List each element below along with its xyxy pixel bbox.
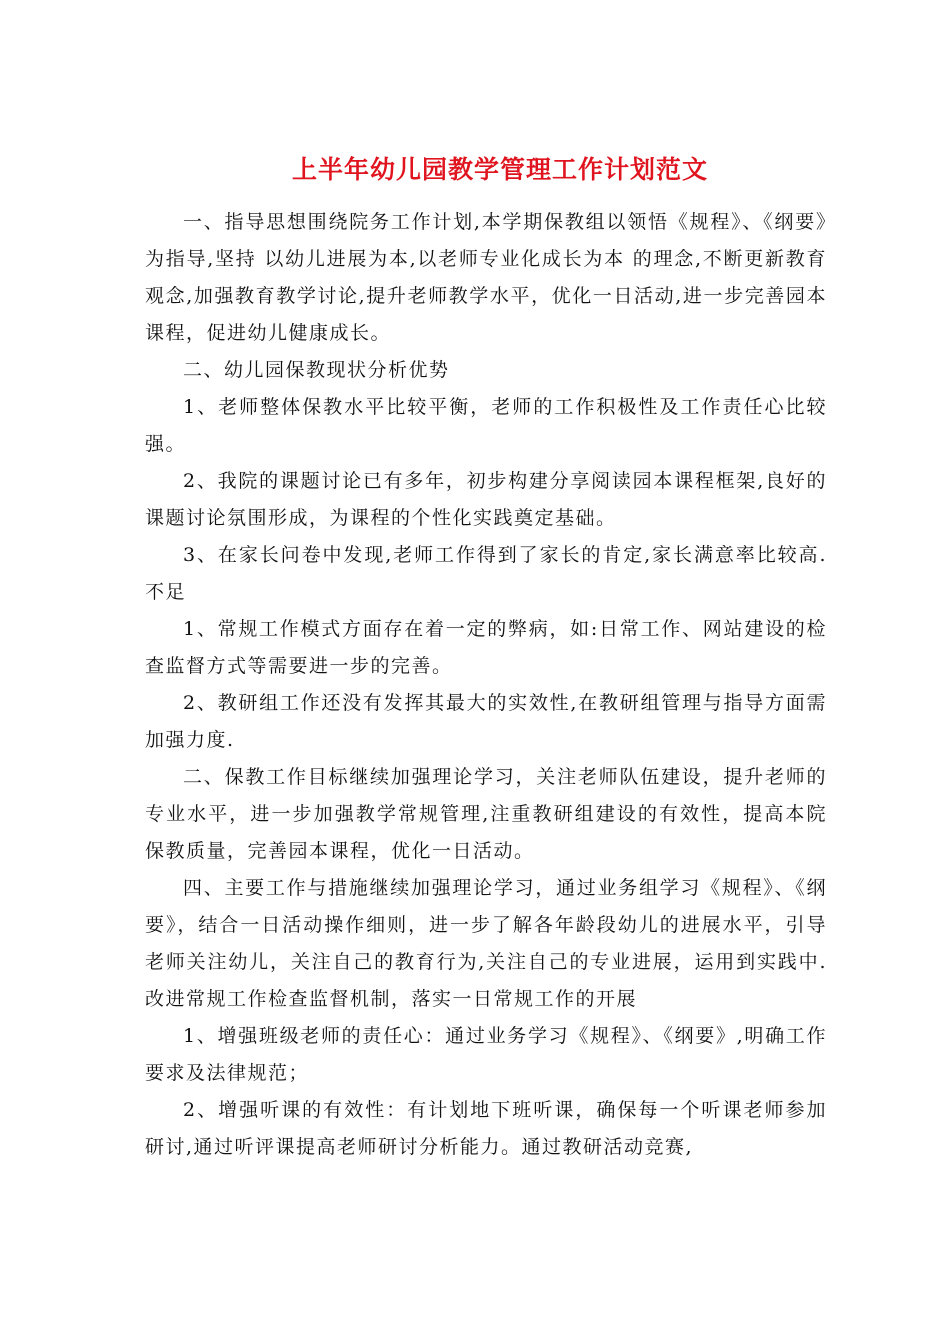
paragraph-advantage-3: 3、在家长问卷中发现,老师工作得到了家长的肯定,家长满意率比较高.不足	[145, 544, 827, 603]
document-body	[145, 204, 827, 1166]
document-title: 上半年幼儿园教学管理工作计划范文	[291, 155, 708, 184]
paragraph-measure-1: 1、增强班级老师的责任心：通过业务学习《规程》、《纲要》,明确工作要求及法律规范；	[145, 1025, 827, 1084]
paragraph-status-heading: 二、幼儿园保教现状分析优势	[183, 359, 450, 381]
paragraph-shortcoming-1: 1、常规工作模式方面存在着一定的弊病，如:日常工作、网站建设的检查监督方式等需要进一步的完善。	[145, 618, 827, 677]
paragraph-measure-2: 2、增强听课的有效性：有计划地下班听课，确保每一个听课老师参加研讨,通过听评课提高老师研讨分析能力。通过教研活动竞赛,	[145, 1099, 827, 1158]
paragraph-advantage-2: 2、我院的课题讨论已有多年，初步构建分享阅读园本课程框架,良好的课题讨论氛围形成，为课程的个性化实践奠定基础。	[145, 470, 827, 529]
paragraph-work-goals: 二、保教工作目标继续加强理论学习，关注老师队伍建设，提升老师的专业水平，进一步加强教学常规管理,注重教研组建设的有效性，提高本院保教质量，完善园本课程，优化一日活动。	[145, 766, 827, 862]
paragraph-main-measures: 四、主要工作与措施继续加强理论学习，通过业务组学习《规程》、《纲要》，结合一日活动操作细则，进一步了解各年龄段幼儿的进展水平，引导老师关注幼儿，关注自己的教育行为,关注自己的专业进展，运用到实践中.改进常规工作检查监督机制，落实一日常规工作的开展	[145, 877, 827, 1010]
paragraph-shortcoming-2: 2、教研组工作还没有发挥其最大的实效性,在教研组管理与指导方面需加强力度.	[145, 692, 827, 751]
paragraph-advantage-1: 1、老师整体保教水平比较平衡，老师的工作积极性及工作责任心比较强。	[145, 396, 827, 455]
paragraph-guiding-ideology: 一、指导思想围绕院务工作计划,本学期保教组以领悟《规程》、《纲要》为指导,坚持 以幼儿进展为本,以老师专业化成长为本 的理念,不断更新教育观念,加强教育教学讨论,提升老师教学水平，优化一日活动,进一步完善园本课程，促进幼儿健康成长。	[145, 211, 827, 344]
